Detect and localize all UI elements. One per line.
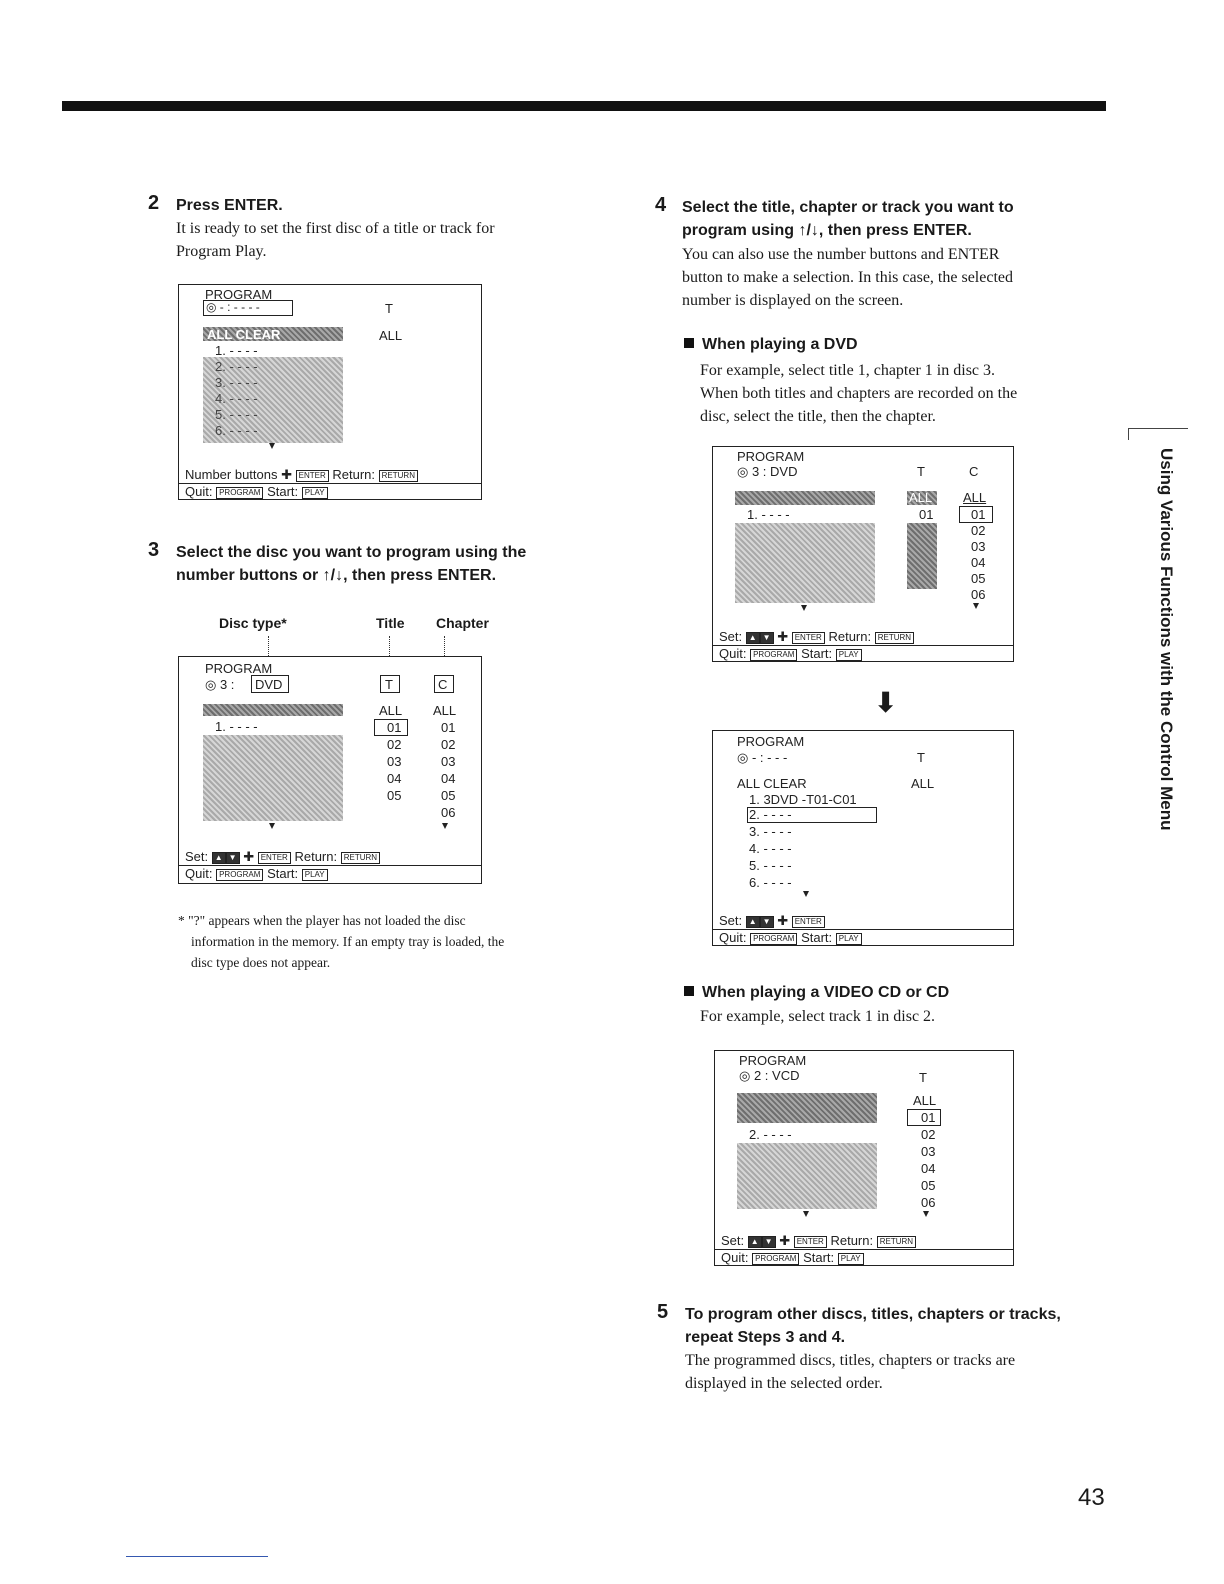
all-label: ALL [379, 703, 403, 718]
chapter-value: 05 [441, 788, 456, 803]
osd-program-screen [178, 656, 482, 884]
program-row: 1. - - - - [747, 507, 790, 522]
all-label: ALL [909, 490, 933, 505]
osd-footer-line: Set: ▲ ▼ ✚ ENTER [719, 913, 825, 928]
step-heading: Select the disc you want to program using the [176, 544, 527, 561]
osd-footer-line: Quit: PROGRAM Start: PLAY [185, 484, 328, 499]
section-side-tab: Using Various Functions with the Control Menu [1157, 448, 1176, 831]
body-text: disc, select the title, then the chapter. [700, 408, 936, 425]
disc-field: ◎ - : - - - [737, 750, 788, 765]
all-label: ALL [911, 776, 935, 791]
all-label: ALL [379, 328, 403, 343]
chapter-value: 03 [441, 754, 456, 769]
column-title-header: T [385, 677, 393, 692]
osd-title: PROGRAM [739, 1053, 807, 1068]
step-number: 5 [657, 1301, 669, 1323]
title-value: 01 [919, 507, 934, 522]
footnote: * "?" appears when the player has not loaded the disc [178, 913, 466, 928]
footnote: information in the memory. If an empty tray is loaded, the [191, 934, 505, 949]
title-value: 02 [387, 737, 402, 752]
osd-footer-line: Set: ▲ ▼ ✚ ENTER Return: RETURN [719, 629, 914, 644]
highlight-bar [735, 491, 875, 505]
chapter-value: 01 [971, 507, 986, 522]
osd-title: PROGRAM [737, 734, 805, 749]
highlight-bar [737, 1093, 877, 1123]
disc-type-label: Disc type* [219, 615, 287, 631]
disc-type: DVD [255, 677, 283, 692]
disc-field: ◎ - : - - - - [206, 300, 260, 314]
scroll-down-icon [801, 605, 807, 611]
column-title-header: T [385, 301, 393, 316]
side-bracket [1128, 428, 1188, 429]
program-row: 1. 3DVD -T01-C01 [749, 792, 857, 807]
track-value: 04 [921, 1161, 936, 1176]
program-row: 4. - - - - [215, 391, 258, 406]
program-row: 2. - - - - [749, 1127, 792, 1142]
program-row: 3. - - - - [215, 375, 258, 390]
all-label: ALL [913, 1093, 937, 1108]
track-value: 02 [921, 1127, 936, 1142]
step-heading: repeat Steps 3 and 4. [685, 1329, 846, 1346]
step-heading: Press ENTER. [176, 197, 283, 214]
disc-field: ◎ 3 : DVD [737, 464, 798, 479]
program-row: 5. - - - - [749, 858, 792, 873]
column-title-header: T [917, 750, 925, 765]
osd-title: PROGRAM [737, 449, 805, 464]
osd-footer-line: Quit: PROGRAM Start: PLAY [185, 866, 328, 881]
program-row: 1. - - - - [215, 719, 258, 734]
osd-program-screen [714, 1050, 1014, 1266]
osd-footer-line: Quit: PROGRAM Start: PLAY [721, 1250, 864, 1265]
step-heading: program using ↑/↓, then press ENTER. [682, 222, 972, 239]
step-heading: number buttons or ↑/↓, then press ENTER. [176, 567, 497, 584]
shaded-rows [907, 523, 937, 589]
osd-footer-line: Number buttons ✚ ENTER Return: RETURN [185, 467, 418, 482]
program-row: 4. - - - - [749, 841, 792, 856]
scroll-down-icon [923, 1211, 929, 1217]
all-label: ALL [433, 703, 457, 718]
chapter-value: 06 [971, 587, 986, 602]
scroll-down-icon [269, 443, 275, 449]
step-heading: Select the title, chapter or track you want to [682, 199, 1014, 216]
step-heading: To program other discs, titles, chapters or tracks, [685, 1306, 1061, 1323]
title-value: 05 [387, 788, 402, 803]
step-number: 4 [655, 194, 667, 216]
osd-footer-line: Set: ▲ ▼ ✚ ENTER Return: RETURN [185, 849, 380, 864]
chapter-value: 02 [971, 523, 986, 538]
chapter-value: 01 [441, 720, 456, 735]
osd-title: PROGRAM [205, 287, 273, 302]
program-row: 6. - - - - [215, 423, 258, 438]
osd-program-screen [712, 730, 1014, 946]
disc-field: ◎ 3 : [205, 677, 235, 692]
chapter-value: 06 [441, 805, 456, 820]
body-text: For example, select track 1 in disc 2. [700, 1008, 936, 1025]
top-rule [62, 101, 1106, 111]
track-value: 05 [921, 1178, 936, 1193]
title-value: 03 [387, 754, 402, 769]
shaded-rows [737, 1143, 877, 1209]
chapter-value: 02 [441, 737, 456, 752]
osd-footer-line: Quit: PROGRAM Start: PLAY [719, 930, 862, 945]
column-title-header: T [919, 1070, 927, 1085]
title-label: Title [376, 615, 405, 631]
chapter-label: Chapter [436, 615, 489, 631]
program-row: 6. - - - - [749, 875, 792, 890]
body-text: The programmed discs, titles, chapters or tracks are [685, 1352, 1016, 1369]
step-number: 2 [148, 192, 160, 214]
program-row: 3. - - - - [749, 824, 792, 839]
title-value: 01 [387, 720, 402, 735]
chapter-value: 05 [971, 571, 986, 586]
footer-rule [126, 1556, 268, 1557]
track-value: 03 [921, 1144, 936, 1159]
chapter-value: 04 [441, 771, 456, 786]
disc-field: ◎ 2 : VCD [739, 1068, 800, 1083]
body-text: For example, select title 1, chapter 1 in disc 3. [700, 362, 996, 379]
scroll-down-icon [803, 891, 809, 897]
osd-footer-line: Quit: PROGRAM Start: PLAY [719, 646, 862, 661]
body-text: button to make a selection. In this case, the selected [682, 269, 1013, 286]
shaded-rows [203, 735, 343, 821]
body-text: It is ready to set the first disc of a title or track for [176, 220, 495, 237]
body-text: You can also use the number buttons and ENTER [682, 246, 1000, 263]
osd-program-screen [178, 284, 482, 500]
track-value: 01 [921, 1110, 936, 1125]
scroll-down-icon [442, 823, 448, 829]
scroll-down-icon [803, 1211, 809, 1217]
track-value: 06 [921, 1195, 936, 1210]
body-text: displayed in the selected order. [685, 1375, 883, 1392]
scroll-down-icon [973, 603, 979, 609]
side-bracket [1128, 428, 1129, 440]
program-row: 2. - - - - [215, 359, 258, 374]
step-number: 3 [148, 539, 160, 561]
body-text: When both titles and chapters are recorded on the [700, 385, 1018, 402]
program-row: 5. - - - - [215, 407, 258, 422]
column-title-header: T [917, 464, 925, 479]
osd-footer-line: Set: ▲ ▼ ✚ ENTER Return: RETURN [721, 1233, 916, 1248]
all-clear-option: ALL CLEAR [737, 776, 807, 791]
scroll-down-icon [269, 823, 275, 829]
all-label: ALL [963, 490, 987, 505]
chapter-value: 03 [971, 539, 986, 554]
shaded-rows [735, 523, 875, 603]
chapter-value: 04 [971, 555, 986, 570]
column-chapter-header: C [438, 677, 448, 692]
footnote: disc type does not appear. [191, 955, 331, 970]
osd-program-screen [712, 446, 1014, 662]
column-chapter-header: C [969, 464, 979, 479]
page-number: 43 [1078, 1484, 1105, 1511]
down-arrow-icon: ⬇ [874, 686, 898, 719]
sub-heading: When playing a VIDEO CD or CD [684, 984, 949, 1002]
body-text: number is displayed on the screen. [682, 292, 904, 309]
program-row: 2. - - - - [749, 807, 792, 822]
sub-heading: When playing a DVD [684, 336, 858, 354]
osd-title: PROGRAM [205, 661, 273, 676]
highlight-bar [203, 704, 343, 716]
program-row: 1. - - - - [215, 343, 258, 358]
all-clear-option: ALL CLEAR [207, 327, 281, 342]
title-value: 04 [387, 771, 402, 786]
body-text: Program Play. [176, 243, 267, 260]
